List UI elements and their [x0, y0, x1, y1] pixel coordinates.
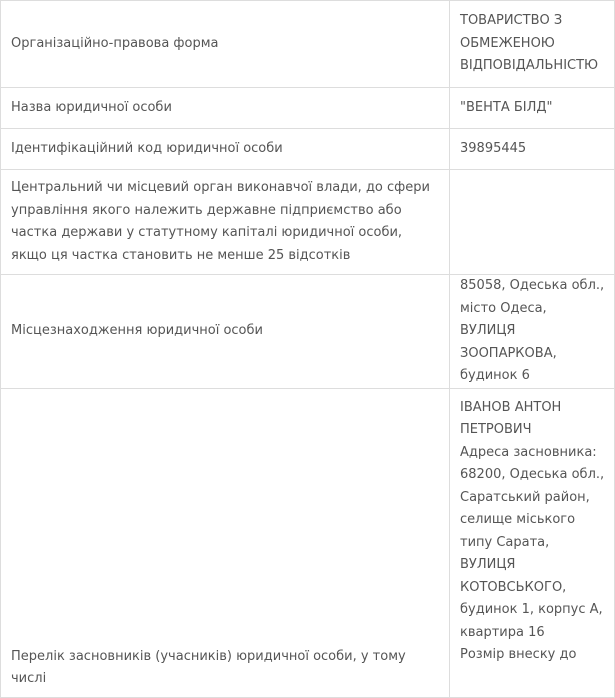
- founders-label: Перелік засновників (учасників) юридичної особи, у тому числі: [1, 388, 450, 697]
- table-row-founders: [1, 388, 615, 697]
- legal-form-label: Організаційно-правова форма: [1, 1, 450, 88]
- legal-form-value: ТОВАРИСТВО З ОБМЕЖЕНОЮ ВІДПОВІДАЛЬНІСТЮ: [450, 1, 615, 88]
- founder-name: ІВАНОВ АНТОН ПЕТРОВИЧ: [460, 399, 562, 437]
- founder-contribution: Розмір внеску до: [460, 647, 577, 662]
- governing-authority-label: Центральний чи місцевий орган виконавчої влади, до сфери управління якого належить державне підприємство або частка держави у статутному капіталі юридичної особи, якщо ця частка становить не менше 25 відсотків: [1, 170, 450, 275]
- table-row-entity-name: [1, 88, 615, 129]
- table-row-id-code: [1, 129, 615, 170]
- table-row-governing-authority: [1, 170, 615, 275]
- location-label: Місцезнаходження юридичної особи: [1, 275, 450, 389]
- table-row-location: [1, 275, 615, 389]
- founder-address: Адреса засновника: 68200, Одеська обл., Саратський район, селище міського типу Сарата, ВУЛИЦЯ КОТОВСЬКОГО, будинок 1, корпус А, квартира 16: [460, 444, 605, 640]
- founders-value: [450, 388, 615, 697]
- location-value: 85058, Одеська обл., місто Одеса, ВУЛИЦЯ ЗООПАРКОВА, будинок 6: [450, 275, 615, 389]
- governing-authority-value: [450, 170, 615, 275]
- entity-name-value: "ВЕНТА БІЛД": [450, 88, 615, 129]
- table-row-legal-form: [1, 1, 615, 88]
- id-code-value: 39895445: [450, 129, 615, 170]
- id-code-label: Ідентифікаційний код юридичної особи: [1, 129, 450, 170]
- entity-name-label: Назва юридичної особи: [1, 88, 450, 129]
